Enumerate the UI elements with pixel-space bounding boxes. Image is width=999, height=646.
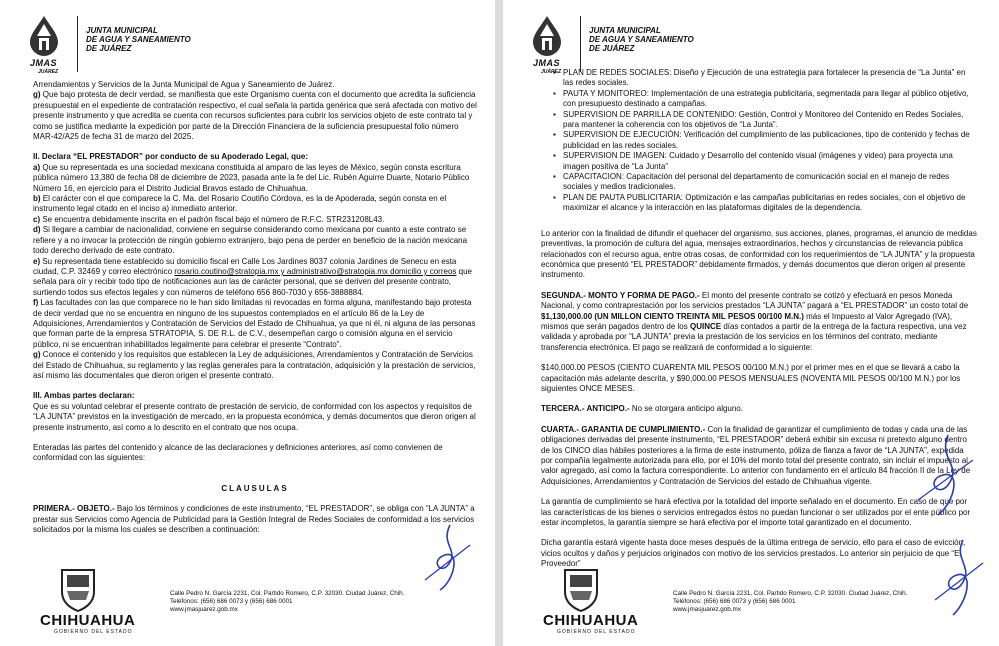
declaration-b [33, 194, 477, 215]
letterhead [24, 14, 324, 74]
declaration-f [33, 298, 477, 350]
document-page-right [503, 0, 999, 646]
section-heading: II. Declara “EL PRESTADOR” por conducto de su Apoderado Legal, que: [33, 152, 308, 162]
org-line-3: DE JUÁREZ [589, 44, 635, 53]
item-text: Su representada tiene establecido su domicilio fiscal en Calle Los Jardines 8037 colonia Jardines de Senecu en esta ciudad, C.P. 32469 y correo electrónico [33, 256, 457, 276]
address-line: Calle Pedro N. García 2231, Col. Partido Romero, C.P. 32030. Ciudad Juárez, Chih. [673, 590, 908, 597]
item-label: e) [33, 256, 41, 266]
logo-subtitle: JUÁREZ [541, 69, 562, 75]
list-item [553, 151, 977, 172]
item-text: que señala para oír y recibir todo tipo de notificaciones aun las de carácter personal, que se deriven del presente contrato, surtiendo todos sus efectos legales y con números de teléfono 656 860-7030 y 656-3888884. [33, 266, 472, 297]
section-heading: III. Ambas partes declaran: [33, 391, 135, 401]
clause-segunda [541, 291, 977, 353]
days-count: QUINCE [689, 321, 722, 331]
service-label: SUPERVISION DE EJECUCIÓN: [563, 130, 682, 140]
declaration-g [33, 90, 477, 142]
item-text: Si llegare a cambiar de nacionalidad, conviene en seguirse considerando como mexicana por cuanto a este contrato se refiere y a no invocar la protección de ningún gobierno extranjero, bajo pena de perder en beneficio de la nación mexicana todo derecho derivado de este contrato. [33, 225, 468, 256]
clause-label: SEGUNDA.- MONTO Y FORMA DE PAGO.- [541, 290, 700, 300]
clause-text: No se otorgara anticipo alguno. [629, 404, 743, 414]
state-crest-icon [58, 566, 98, 612]
list-item [553, 172, 977, 193]
service-text: Verificación del cumplimiento de las publicaciones, tipo de contenido y fechas de publicidad en las redes sociales. [563, 130, 970, 150]
clause-text: El monto del presente contrato se cotizó y efectuará en pesos Moneda Nacional, y como contraprestación por los servicios prestados “LA JUNTA” pagará a “EL PRESTADOR” un costo total de [541, 290, 969, 311]
service-text: Implementación de una estrategia publicitaria, segmentada para llegar al público objetivo, con presupuesto destinado a campañas. [563, 88, 969, 109]
page-footer [40, 566, 475, 638]
org-line-3: DE JUÁREZ [86, 44, 132, 53]
service-text: Diseño y Ejecución de una estrategia para fortalecer la presencia de “La Junta” en las redes sociales. [563, 68, 966, 88]
org-line-1: JUNTA MUNICIPAL [589, 26, 661, 35]
list-item [553, 130, 977, 151]
phone-line: Teléfonos: (656) 686 0073 y (656) 686 0001 [673, 598, 796, 606]
item-text: Se encuentra debidamente inscrita en el padrón fiscal bajo el número de R.F.C. STR231208L43. [40, 214, 385, 224]
logo-subtitle: JUÁREZ [38, 69, 59, 75]
phone-line: Teléfonos: (656) 686 0073 y (656) 686 0001 [170, 598, 293, 606]
footer-brand: CHIHUAHUA [40, 612, 136, 629]
org-line-2: DE AGUA Y SANEAMIENTO [86, 35, 191, 44]
left-page-body [33, 80, 477, 535]
state-crest-icon [561, 566, 601, 612]
document-page-left [0, 0, 495, 646]
service-label: CAPACITACION: [563, 172, 625, 182]
service-label: PLAN DE REDES SOCIALES: [563, 68, 672, 77]
email-link[interactable]: rosario.coutino@stratopia.mx y administrativo@stratopia.mx domicilio y correos [174, 266, 457, 276]
service-text: Gestión, Control y Monitoreo del Contenido en Redes Sociales, para mantener la coherencia con los objetivos de “La Junta”. [563, 109, 964, 130]
item-text: Las facultades con las que comparece no le han sido limitadas ni revocadas en forma alguna, manifestando bajo protesta de decir verdad que no se encuentra en ninguno de los supuestos contemplados en el artículo 86 de la Ley de Adquisiciones, Arrendamientos y Contratación de Servicios del Estado de Chihuahua, ya que ni él, ni alguna de las personas que forman parte de la empresa STRATOPIA, S. DE R.L. de C.V., desempeñan cargo o comisión alguna en el servicio público, ni se encuentran inhabilitados legalmente para celebrar el presente “Contrato”. [33, 298, 476, 349]
footer-brand-sub: GOBIERNO DEL ESTADO [54, 629, 133, 635]
service-text: Optimización e las campañas publicitarias en redes sociales, con el objetivo de maximizar el alcance y la interacción en las plataformas digitales de la dependencia. [563, 192, 966, 213]
list-item [553, 68, 977, 89]
org-line-1: JUNTA MUNICIPAL [86, 26, 158, 35]
signature [903, 430, 983, 520]
list-item [553, 110, 977, 131]
item-label: a) [33, 162, 41, 172]
organization-name [589, 26, 694, 53]
footer-address [170, 590, 404, 615]
item-text: El carácter con el que comparece la C. Ma. del Rosario Coutiño Córdova, es la de Apoderada, según consta en el instrumento legal citado en el inciso a) inmediato anterior. [33, 194, 447, 214]
item-label: d) [33, 225, 41, 235]
paragraph: La garantía de cumplimiento se hará efectiva por la totalidad del importe señalado en el documento. En caso de que por las características de los bienes o servicios entregados éstos no puedan funcionar o ser utilizados por el ente público por estar incompletos, la garantía siempre se hará efectiva por el importe total garantizado en el documento. [541, 497, 971, 528]
organization-name [86, 26, 191, 53]
service-label: SUPERVISION DE IMAGEN: [563, 151, 667, 161]
clause-text: Con la finalidad de garantizar el cumplimiento de todas y cada una de las obligaciones derivadas del presente instrumento, “EL PRESTADOR” deberá exhibir sin excusa ni pretexto alguno dentro de los CINCO días hábiles posteriores a la firma de este instrumento, póliza de fianza a favor de “LA JUNTA”, expedida por compañía legalmente autorizada para ello, por el 10% del monto total del presente contrato, sin incluir el impuesto al valor agregado, así como la factura correspondiente. Lo anterior con fundamento en el artículo 84 fracción II de la Ley de Adquisiciones, Arrendamientos y Contratación de Servicios del estado de Chihuahua vigente. [541, 424, 971, 486]
service-label: PLAN DE PAUTA PUBLICITARIA: [563, 192, 684, 202]
clause-text: días contados a partir de la entrega de la factura respectiva, una vez validada y aprobada por “LA JUNTA” previa la prestación de los servicios en los términos del contrato, mediante transferencia electrónica. El pago se realizará de conformidad a lo siguiente: [541, 321, 967, 352]
declaration-c [33, 215, 477, 225]
paragraph: Enteradas las partes del contenido y alcance de las declaraciones y definiciones anteriores, así como convienen de conformidad con las siguientes: [33, 443, 443, 463]
clause-label: TERCERA.- ANTICIPO.- [541, 404, 630, 414]
letterhead [527, 14, 827, 74]
clause-text: más el Impuesto al Valor Agregado (IVA), mismos que serán pagados dentro de los [541, 311, 953, 331]
item-text: Que su representada es una sociedad mexicana constituida al amparo de las leyes de México, según consta escritura pública número 13,380 de fecha 08 de diciembre de 2023, pasada ante la fe del Lic. Rubén Aguirre Duarte, Notario Público Número 16, en ejercicio para el Distrito Judicial Bravos estado de Chihuahua. [33, 162, 470, 193]
item-label: b) [33, 194, 41, 204]
item-label: g) [33, 90, 41, 100]
declaration-e [33, 257, 477, 299]
divider [77, 16, 78, 72]
website-link[interactable]: www.jmasjuarez.gob.mx [170, 606, 238, 614]
clauses-heading: CLAUSULAS [221, 483, 289, 493]
clause-text: Bajo los términos y condiciones de este instrumento, “EL PRESTADOR”, se obliga con “LA JUNTA” a prestar sus Servicios como Agencia de Publicidad para la Gestión Integral de Redes Sociales de conformidad a los servicios solicitados por la misma los cuales se describen a continuación: [33, 504, 475, 535]
list-item [553, 89, 977, 110]
contract-amount: $1,130,000.00 (UN MILLON CIENTO TREINTA MIL PESOS 00/100 M.N.) [541, 311, 804, 321]
paragraph: Que es su voluntad celebrar el presente contrato de prestación de servicio, de conformidad con los aspectos y requisitos de “LA JUNTA” previstos en la investigación de mercado, en la propuesta económica, y demás documentos que dieron origen al presente instrumento, así como a lo descrito en el contrato que nos ocupa. [33, 401, 476, 432]
services-list [541, 68, 977, 214]
declaration-g2 [33, 350, 477, 381]
clause-label: PRIMERA.- OBJETO.- [33, 504, 115, 514]
footer-address [673, 590, 907, 615]
clause-label: CUARTA.- GARANTIA DE CUMPLIMIENTO.- [541, 424, 706, 434]
service-label: PAUTA Y MONITOREO: [563, 88, 649, 98]
footer-brand-sub: GOBIERNO DEL ESTADO [557, 629, 636, 635]
list-item [553, 193, 977, 214]
item-text: Que bajo protesta de decir verdad, se manifiesta que este Organismo cuenta con el documento que acredita la suficiencia presupuestal en el expediente de contratación respectivo, el cual señala la partida genérica que será afectada con motivo del presente instrumento y que acredita se cuenta con recursos suficientes para cubrir los servicios objeto de este contrato tal y como se justifica mediante la expedición por parte de la Dirección Financiera de la suficiencia presupuestal folio número MAR-42/A25 de fecha 31 de marzo del 2025. [33, 90, 477, 142]
service-text: Capacitación del personal del departamento de comunicación social en el manejo de redes sociales y medios tradicionales. [563, 172, 950, 192]
declaration-d [33, 225, 477, 256]
address-line: Calle Pedro N. García 2231, Col. Partido Romero, C.P. 32030. Ciudad Juárez, Chih. [170, 590, 405, 597]
logo-wordmark: JMAS [30, 58, 58, 68]
declaration-a [33, 163, 477, 194]
item-label: f) [33, 298, 39, 308]
org-line-2: DE AGUA Y SANEAMIENTO [589, 35, 694, 44]
divider [580, 16, 581, 72]
paragraph: Arrendamientos y Servicios de la Junta Municipal de Agua y Saneamiento de Juárez. [33, 80, 335, 89]
paragraph: Lo anterior con la finalidad de difundir el quehacer del organismo, sus acciones, planes, programas, el anuncio de medidas preventivas, la promoción de cultura del agua, mensajes extraordinarios, hechos y circunstancias de relevancia pública relacionados con el recurso agua, entre otras cosas, de conformidad con los requerimientos de “LA JUNTA” y la propuesta económica que presentó “EL PRESTADOR” debidamente firmados, y demás documentos que dieron origen al presente instrumento. [541, 228, 977, 280]
item-label: c) [33, 214, 41, 224]
item-label: g) [33, 350, 41, 360]
paragraph: Dicha garantía estará vigente hasta doce meses después de la última entrega de servicio, ello para el caso de evicción, vicios ocultos y daños y perjuicios originados con motivo de los servicios prestados. Lo anterior sin perjuicio de que “El Proveedor” [541, 538, 966, 569]
item-text: Conoce el contenido y los requisitos que establecen la Ley de adquisiciones, Arrendamientos y Contratación de Servicios del Estado de Chihuahua, su reglamento y las reglas generales para la contratación, adquisición y la prestación de servicios, así mismo las documentales que dieron origen el presente contrato. [33, 350, 476, 380]
website-link[interactable]: www.jmasjuarez.gob.mx [673, 606, 741, 614]
logo-wordmark: JMAS [533, 58, 561, 68]
service-label: SUPERVISION DE PARRILLA DE CONTENIDO: [563, 109, 737, 119]
clause-tercera [541, 404, 977, 414]
footer-brand: CHIHUAHUA [543, 612, 639, 629]
service-text: Cuidado y Desarrollo del contenido visual (imágenes y video) para proyecta una imagen positiva de “La Junta” [563, 151, 953, 171]
page-footer [543, 566, 979, 638]
payment-schedule: $140,000.00 PESOS (CIENTO CUARENTA MIL PESOS 00/100 M.N.) por el primer mes en el que se llevará a cabo la capacitación más adelante descrita, y $90,000.00 PESOS MENSUALES (NOVENTA MIL PESOS 00/100 M.N.) por los siguientes ONCE MESES. [541, 363, 961, 393]
